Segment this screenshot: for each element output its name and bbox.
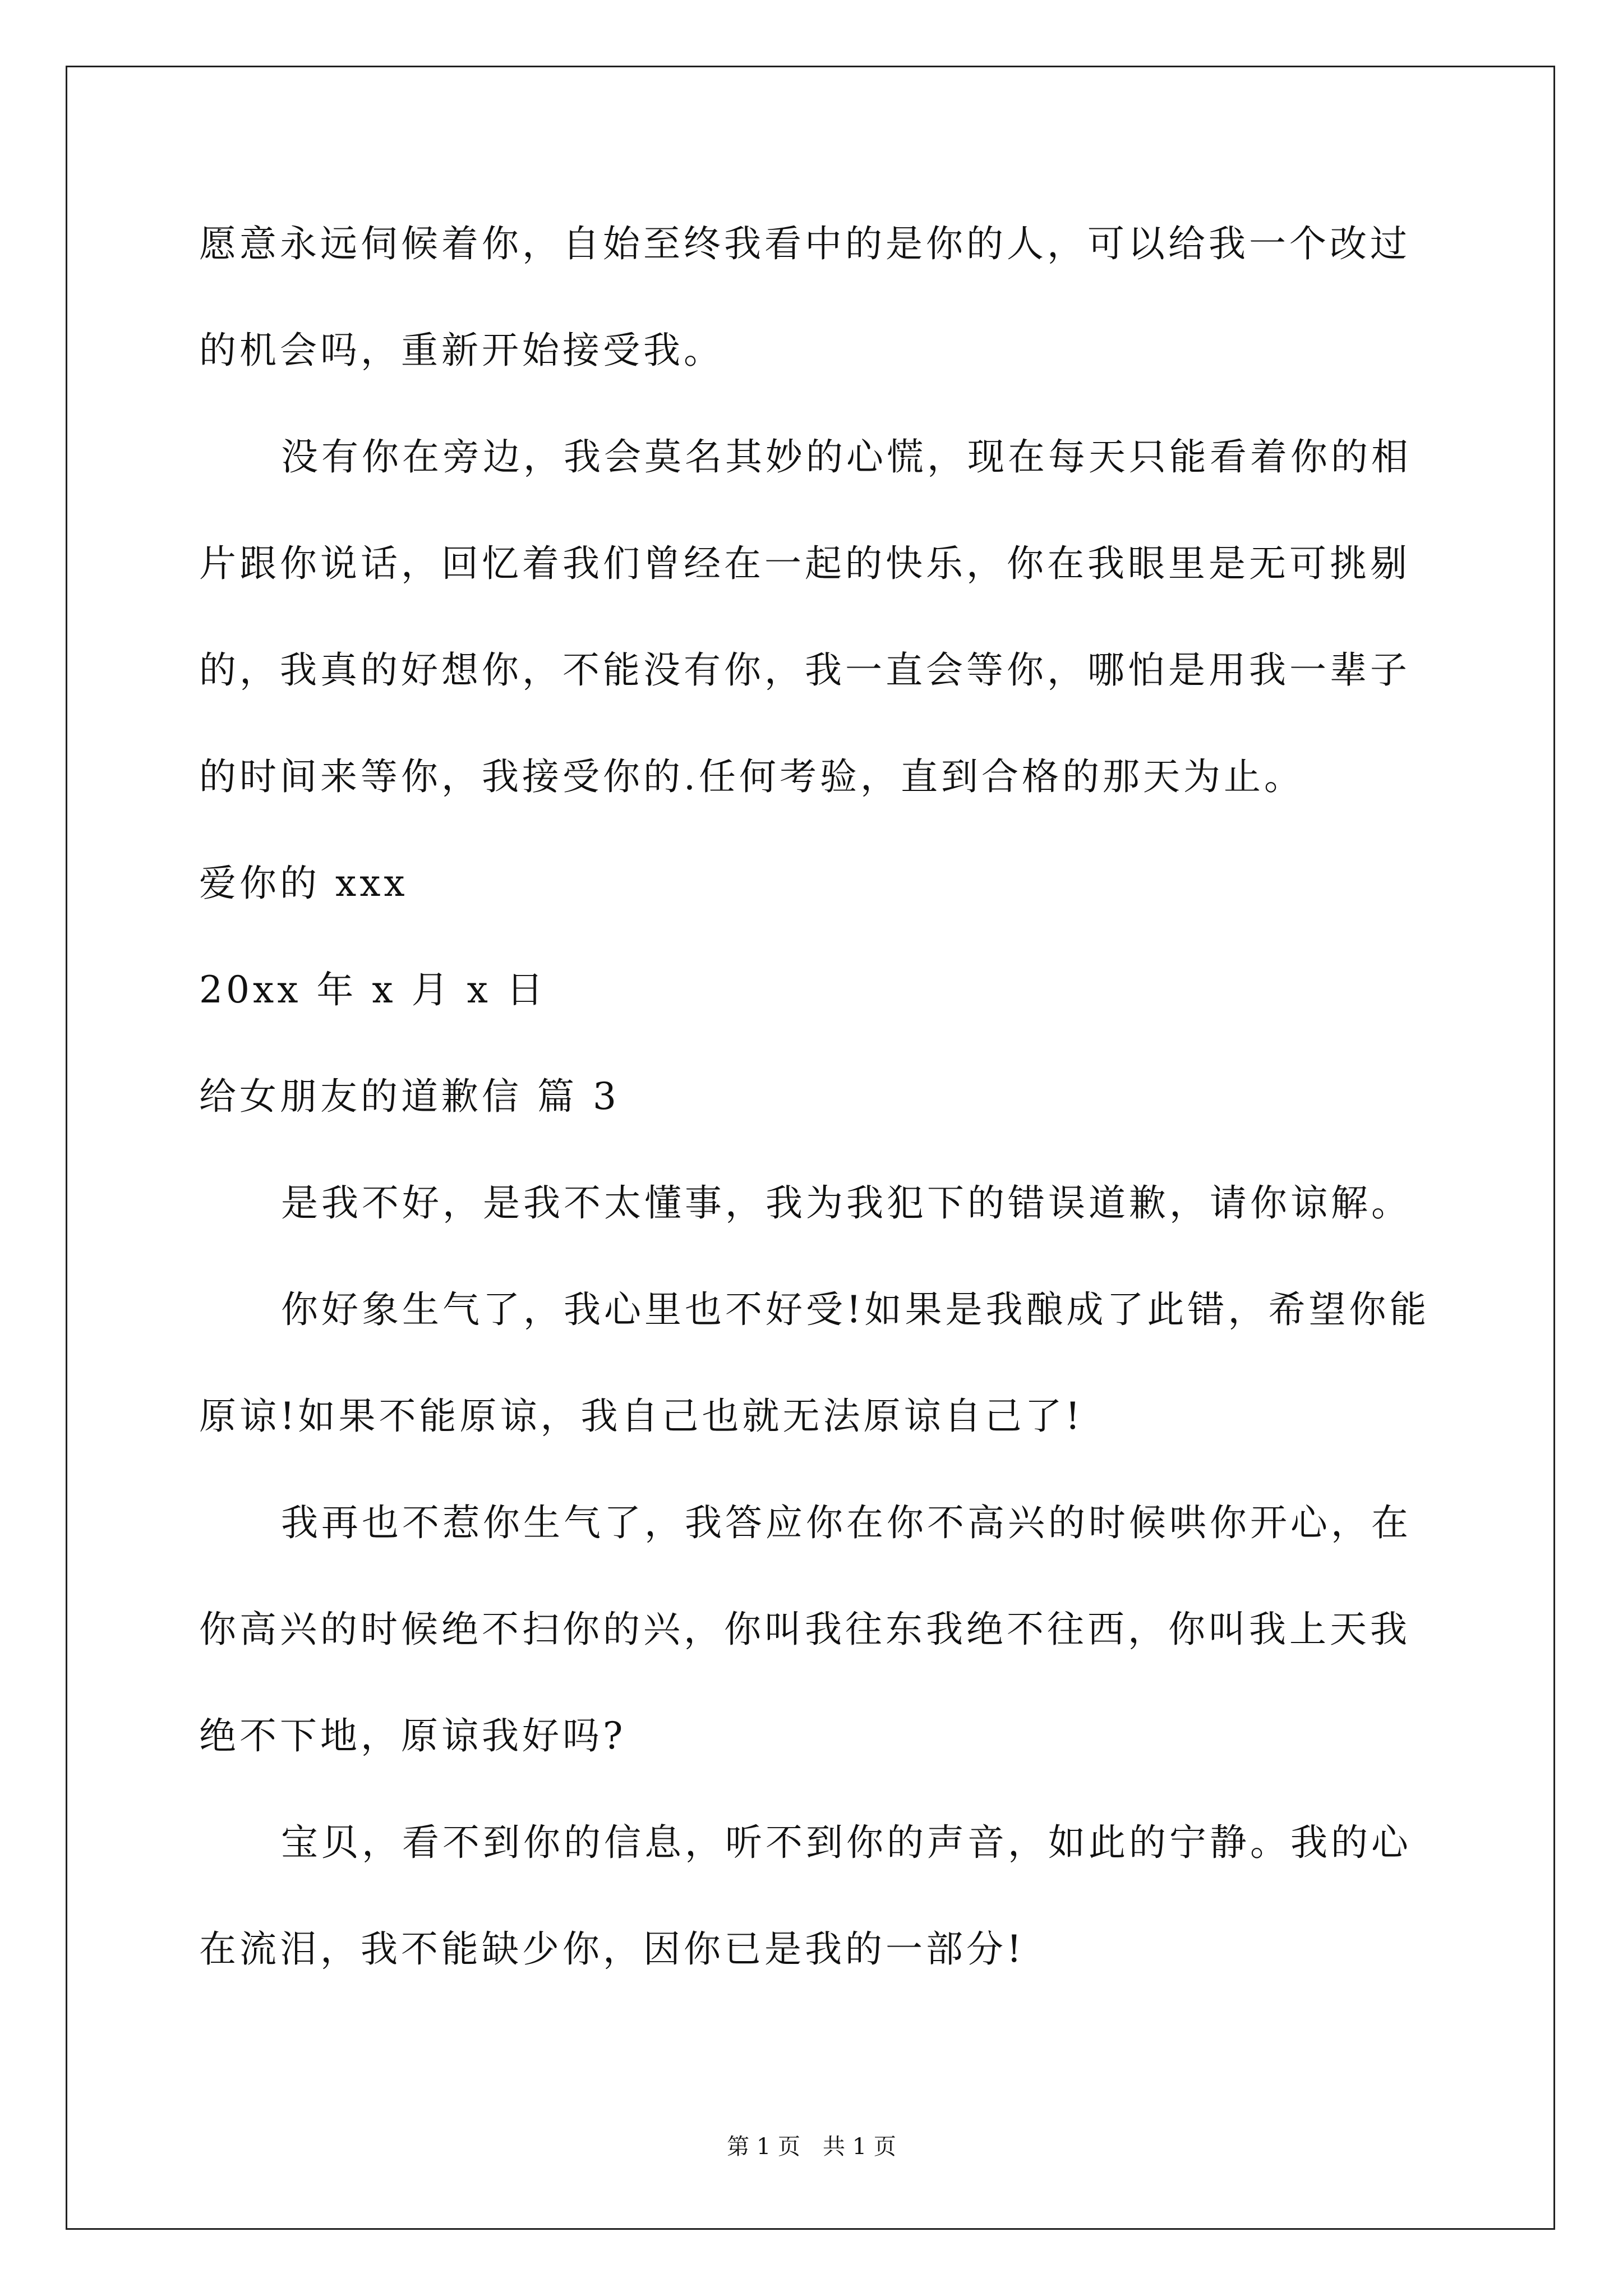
page-footer — [0, 2129, 1623, 2161]
text-line: 你好象生气了，我心里也不好受!如果是我酿成了此错，希望你能 — [281, 1288, 1430, 1331]
signature-line: 爱你的 xxx — [199, 862, 408, 905]
text-line: 是我不好，是我不太懂事，我为我犯下的错误道歉，请你谅解。 — [281, 1181, 1412, 1225]
page-number: 第 1 页 — [727, 2134, 800, 2160]
page-total: 共 1 页 — [823, 2134, 896, 2160]
text-line: 片跟你说话，回忆着我们曾经在一起的快乐，你在我眼里是无可挑剔 — [199, 542, 1410, 585]
document-body — [199, 191, 1433, 2003]
text-line: 的，我真的好想你，不能没有你，我一直会等你，哪怕是用我一辈子 — [199, 648, 1410, 692]
text-line: 没有你在旁边，我会莫名其妙的心慌，现在每天只能看着你的相 — [281, 435, 1412, 478]
text-line: 在流泪，我不能缺少你，因你已是我的一部分! — [199, 1927, 1025, 1971]
text-line: 原谅!如果不能原谅，我自己也就无法原谅自己了! — [199, 1395, 1084, 1438]
text-line: 你高兴的时候绝不扫你的兴，你叫我往东我绝不往西，你叫我上天我 — [199, 1608, 1410, 1651]
section-heading: 给女朋友的道歉信 篇 3 — [199, 1075, 620, 1118]
text-line: 的时间来等你，我接受你的.任何考验，直到合格的那天为止。 — [199, 755, 1304, 798]
text-line: 的机会吗，重新开始接受我。 — [199, 329, 724, 372]
text-line: 宝贝，看不到你的信息，听不到你的声音，如此的宁静。我的心 — [281, 1821, 1412, 1864]
date-line: 20xx 年 x 月 x 日 — [199, 968, 547, 1011]
text-line: 我再也不惹你生气了，我答应你在你不高兴的时候哄你开心，在 — [281, 1501, 1412, 1544]
text-line: 绝不下地，原谅我好吗? — [199, 1714, 626, 1757]
text-line: 愿意永远伺候着你，自始至终我看中的是你的人，可以给我一个改过 — [199, 222, 1410, 265]
